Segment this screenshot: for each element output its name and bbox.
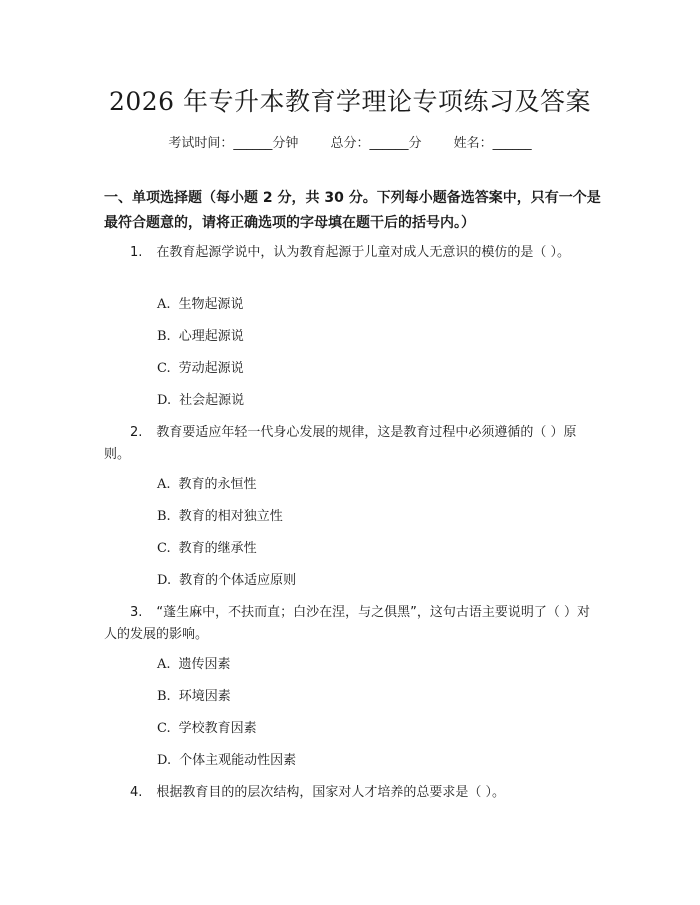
question-number: 1. — [130, 245, 143, 260]
option-3c — [157, 720, 257, 738]
option-text: 社会起源说 — [179, 393, 245, 408]
document-title: 2026 年专升本教育学理论专项练习及答案 — [108, 87, 592, 116]
question-1 — [104, 242, 594, 264]
option-text: 教育的相对独立性 — [178, 509, 283, 524]
option-letter: D. — [157, 393, 172, 408]
question-2 — [104, 422, 594, 466]
section-heading: 一、单项选择题（每小题 2 分，共 30 分。下列每小题备选答案中，只有一个是最符合题意的，请将正确选项的字母填在题干后的括号内。） — [104, 190, 601, 231]
option-text: 教育的继承性 — [178, 541, 257, 556]
option-2d — [157, 572, 296, 590]
option-2c — [157, 540, 257, 558]
option-letter: B. — [157, 509, 171, 524]
option-3d — [157, 752, 296, 770]
option-text: 心理起源说 — [178, 329, 244, 344]
option-letter: C. — [157, 721, 171, 736]
option-text: 教育的个体适应原则 — [179, 573, 297, 588]
option-text: 学校教育因素 — [178, 721, 257, 736]
exam-meta — [0, 132, 700, 151]
option-text: 遗传因素 — [178, 657, 231, 672]
option-text: 劳动起源说 — [178, 361, 244, 376]
question-number: 4. — [130, 785, 143, 800]
option-1d — [157, 392, 244, 410]
option-letter: B. — [157, 329, 171, 344]
option-letter: D. — [157, 753, 172, 768]
option-letter: A. — [157, 657, 171, 672]
option-2b — [157, 508, 283, 526]
option-letter: A. — [157, 477, 171, 492]
question-text: 根据教育目的的层次结构，国家对人才培养的总要求是（ ）。 — [156, 785, 506, 800]
question-3 — [104, 602, 594, 646]
question-text: “蓬生麻中，不扶而直；白沙在涅，与之俱黑”，这句古语主要说明了（ ）对人的发展的影响。 — [104, 605, 591, 642]
question-number: 3. — [130, 605, 143, 620]
question-number: 2. — [130, 425, 143, 440]
option-2a — [157, 476, 257, 494]
option-3b — [157, 688, 231, 706]
total-score-field: 总分：______分 — [330, 136, 422, 151]
option-letter: B. — [157, 689, 171, 704]
option-text: 个体主观能动性因素 — [179, 753, 297, 768]
option-3a — [157, 656, 231, 674]
option-text: 教育的永恒性 — [178, 477, 257, 492]
question-text: 教育要适应年轻一代身心发展的规律，这是教育过程中必须遵循的（ ）原则。 — [104, 425, 577, 462]
question-text: 在教育起源学说中，认为教育起源于儿童对成人无意识的模仿的是（ ）。 — [156, 245, 571, 260]
option-1b — [157, 328, 244, 346]
option-text: 环境因素 — [178, 689, 231, 704]
option-1c — [157, 360, 244, 378]
option-1a — [157, 296, 244, 314]
exam-time-field: 考试时间：______分钟 — [168, 136, 299, 151]
option-text: 生物起源说 — [178, 297, 244, 312]
option-letter: A. — [157, 297, 171, 312]
option-letter: C. — [157, 361, 171, 376]
question-4 — [104, 782, 594, 804]
name-field: 姓名：______ — [453, 136, 532, 151]
option-letter: C. — [157, 541, 171, 556]
option-letter: D. — [157, 573, 172, 588]
